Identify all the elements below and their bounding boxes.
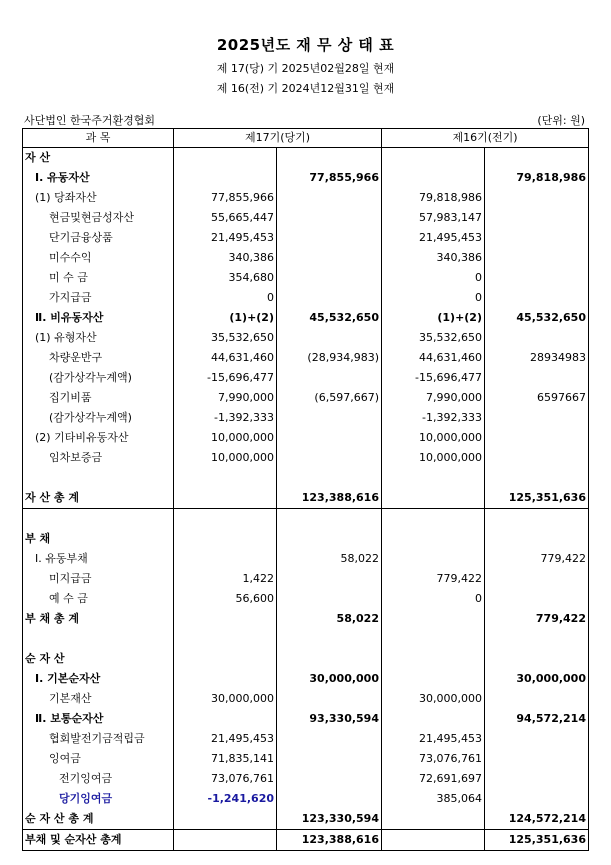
row-label: 자 산 (23, 148, 174, 169)
amount-cell (174, 168, 277, 188)
amount-cell: 77,855,966 (277, 168, 382, 188)
column-header-item: 과 목 (23, 129, 174, 148)
amount-cell: -1,241,620 (174, 789, 277, 809)
amount-cell: (28,934,983) (277, 348, 382, 368)
table-row (23, 248, 589, 268)
table-row (23, 729, 589, 749)
table-row (23, 408, 589, 428)
table-row (23, 809, 589, 830)
row-label: 미지급금 (23, 569, 174, 589)
row-label: 부 채 총 계 (23, 609, 174, 629)
amount-cell (485, 769, 589, 789)
amount-cell: 21,495,453 (382, 729, 485, 749)
amount-cell (174, 609, 277, 629)
amount-cell (277, 589, 382, 609)
row-label: Ⅰ. 기본순자산 (23, 669, 174, 689)
row-label: (1) 당좌자산 (23, 188, 174, 208)
amount-cell: 35,532,650 (382, 328, 485, 348)
amount-cell (277, 208, 382, 228)
table-row (23, 830, 589, 851)
amount-cell (277, 629, 382, 649)
row-label: Ⅰ. 유동부채 (23, 549, 174, 569)
table-row (23, 649, 589, 669)
amount-cell (277, 248, 382, 268)
amount-cell (277, 448, 382, 468)
amount-cell: 28934983 (485, 348, 589, 368)
amount-cell: 1,422 (174, 569, 277, 589)
table-row (23, 368, 589, 388)
amount-cell: 72,691,697 (382, 769, 485, 789)
amount-cell (485, 729, 589, 749)
amount-cell (485, 248, 589, 268)
organization-name: 사단법인 한국주거환경협회 (24, 114, 156, 127)
amount-cell: 21,495,453 (382, 228, 485, 248)
amount-cell (485, 228, 589, 248)
table-row (23, 148, 589, 169)
amount-cell (174, 830, 277, 851)
table-row (23, 388, 589, 408)
amount-cell (485, 649, 589, 669)
amount-cell (174, 529, 277, 549)
table-row (23, 228, 589, 248)
amount-cell (485, 408, 589, 428)
amount-cell: 57,983,147 (382, 208, 485, 228)
amount-cell (277, 509, 382, 530)
amount-cell: 10,000,000 (174, 448, 277, 468)
row-label: Ⅱ. 비유동자산 (23, 308, 174, 328)
period-current: 제 17(당) 기 2025년02월28일 현재 (216, 62, 395, 75)
row-label: 자 산 총 계 (23, 488, 174, 509)
amount-cell (485, 448, 589, 468)
amount-cell (174, 809, 277, 830)
table-header-row (23, 129, 589, 148)
amount-cell: (1)+(2) (382, 308, 485, 328)
amount-cell: 10,000,000 (382, 428, 485, 448)
table-row (23, 268, 589, 288)
amount-cell (485, 188, 589, 208)
row-label: 부채 및 순자산 총계 (23, 830, 174, 851)
amount-cell: (6,597,667) (277, 388, 382, 408)
amount-cell (277, 428, 382, 448)
amount-cell (485, 629, 589, 649)
amount-cell (382, 468, 485, 488)
amount-cell: 0 (382, 268, 485, 288)
row-label: 미 수 금 (23, 268, 174, 288)
amount-cell (485, 509, 589, 530)
amount-cell: 385,064 (382, 789, 485, 809)
amount-cell: 0 (174, 288, 277, 308)
row-label: (1) 유형자산 (23, 328, 174, 348)
amount-cell: 10,000,000 (174, 428, 277, 448)
amount-cell: 7,990,000 (382, 388, 485, 408)
amount-cell (485, 749, 589, 769)
amount-cell (277, 729, 382, 749)
amount-cell: 123,330,594 (277, 809, 382, 830)
amount-cell (277, 408, 382, 428)
table-row (23, 569, 589, 589)
amount-cell (382, 168, 485, 188)
amount-cell (382, 609, 485, 629)
row-label (23, 509, 174, 530)
amount-cell (382, 629, 485, 649)
amount-cell (382, 488, 485, 509)
amount-cell (277, 569, 382, 589)
amount-cell: 45,532,650 (277, 308, 382, 328)
amount-cell (485, 529, 589, 549)
column-header-current: 제17기(당기) (174, 129, 382, 148)
row-label: 부 채 (23, 529, 174, 549)
amount-cell: 0 (382, 288, 485, 308)
table-row (23, 709, 589, 729)
amount-cell: 44,631,460 (174, 348, 277, 368)
amount-cell: 21,495,453 (174, 729, 277, 749)
amount-cell (485, 328, 589, 348)
amount-cell: 44,631,460 (382, 348, 485, 368)
amount-cell: -15,696,477 (174, 368, 277, 388)
amount-cell (485, 428, 589, 448)
row-label: 임차보증금 (23, 448, 174, 468)
row-label (23, 468, 174, 488)
amount-cell: 58,022 (277, 549, 382, 569)
row-label: 기본재산 (23, 689, 174, 709)
amount-cell (382, 709, 485, 729)
amount-cell: 55,665,447 (174, 208, 277, 228)
amount-cell: 79,818,986 (382, 188, 485, 208)
amount-cell (382, 649, 485, 669)
amount-cell: 79,818,986 (485, 168, 589, 188)
amount-cell: 124,572,214 (485, 809, 589, 830)
table-row (23, 488, 589, 509)
amount-cell: -1,392,333 (382, 408, 485, 428)
amount-cell (277, 328, 382, 348)
amount-cell (277, 468, 382, 488)
row-label: 당기잉여금 (23, 789, 174, 809)
amount-cell (174, 549, 277, 569)
amount-cell: 73,076,761 (382, 749, 485, 769)
amount-cell: 94,572,214 (485, 709, 589, 729)
table-row (23, 188, 589, 208)
amount-cell (277, 228, 382, 248)
table-row (23, 609, 589, 629)
amount-cell: 21,495,453 (174, 228, 277, 248)
row-label: 협회발전기금적립금 (23, 729, 174, 749)
amount-cell: 35,532,650 (174, 328, 277, 348)
amount-cell: 0 (382, 589, 485, 609)
row-label: 잉여금 (23, 749, 174, 769)
amount-cell (485, 569, 589, 589)
amount-cell: 93,330,594 (277, 709, 382, 729)
amount-cell (277, 288, 382, 308)
amount-cell (174, 148, 277, 169)
amount-cell (174, 629, 277, 649)
amount-cell: 45,532,650 (485, 308, 589, 328)
amount-cell: 340,386 (174, 248, 277, 268)
table-row (23, 789, 589, 809)
amount-cell: 779,422 (382, 569, 485, 589)
amount-cell (174, 509, 277, 530)
table-row (23, 669, 589, 689)
amount-cell: 123,388,616 (277, 488, 382, 509)
amount-cell (485, 589, 589, 609)
amount-cell: -15,696,477 (382, 368, 485, 388)
amount-cell (382, 669, 485, 689)
amount-cell (382, 549, 485, 569)
amount-cell: 6597667 (485, 388, 589, 408)
row-label: 순 자 산 (23, 649, 174, 669)
amount-cell (174, 709, 277, 729)
amount-cell: 30,000,000 (277, 669, 382, 689)
amount-cell (277, 689, 382, 709)
table-row (23, 589, 589, 609)
page-title: 2025년도 재 무 상 태 표 (216, 36, 395, 54)
table-row (23, 168, 589, 188)
amount-cell: 7,990,000 (174, 388, 277, 408)
table-row (23, 689, 589, 709)
amount-cell (485, 468, 589, 488)
table-row (23, 348, 589, 368)
period-prior: 제 16(전) 기 2024년12월31일 현재 (216, 82, 395, 95)
balance-sheet-table (22, 128, 589, 851)
amount-cell (277, 789, 382, 809)
table-row (23, 549, 589, 569)
row-label: 현금및현금성자산 (23, 208, 174, 228)
row-label: Ⅱ. 보통순자산 (23, 709, 174, 729)
amount-cell (277, 148, 382, 169)
amount-cell: 779,422 (485, 609, 589, 629)
unit-label: (단위: 원) (537, 114, 585, 127)
row-label: Ⅰ. 유동자산 (23, 168, 174, 188)
amount-cell (277, 268, 382, 288)
amount-cell (485, 789, 589, 809)
amount-cell (485, 268, 589, 288)
row-label: 차량운반구 (23, 348, 174, 368)
amount-cell (174, 649, 277, 669)
row-label: 전기잉여금 (23, 769, 174, 789)
table-row (23, 308, 589, 328)
amount-cell: 125,351,636 (485, 488, 589, 509)
table-row (23, 749, 589, 769)
amount-cell (382, 529, 485, 549)
amount-cell (382, 148, 485, 169)
row-label: 가지급금 (23, 288, 174, 308)
row-label: 단기금융상품 (23, 228, 174, 248)
amount-cell (277, 769, 382, 789)
table-row (23, 509, 589, 530)
amount-cell: 56,600 (174, 589, 277, 609)
amount-cell (174, 488, 277, 509)
amount-cell: 779,422 (485, 549, 589, 569)
amount-cell: 123,388,616 (277, 830, 382, 851)
amount-cell: 30,000,000 (174, 689, 277, 709)
amount-cell (277, 368, 382, 388)
table-row (23, 769, 589, 789)
amount-cell: 73,076,761 (174, 769, 277, 789)
row-label: 미수수익 (23, 248, 174, 268)
amount-cell (277, 649, 382, 669)
amount-cell: 58,022 (277, 609, 382, 629)
table-row (23, 448, 589, 468)
table-row (23, 629, 589, 649)
amount-cell: 10,000,000 (382, 448, 485, 468)
table-row (23, 428, 589, 448)
amount-cell: 125,351,636 (485, 830, 589, 851)
row-label: (감가상각누계액) (23, 368, 174, 388)
amount-cell (277, 188, 382, 208)
amount-cell (382, 809, 485, 830)
column-header-prior: 제16기(전기) (382, 129, 589, 148)
amount-cell: 30,000,000 (485, 669, 589, 689)
table-row (23, 468, 589, 488)
amount-cell (382, 830, 485, 851)
table-row (23, 288, 589, 308)
table-body (23, 148, 589, 851)
table-row (23, 529, 589, 549)
amount-cell (485, 288, 589, 308)
amount-cell (485, 208, 589, 228)
amount-cell (174, 669, 277, 689)
amount-cell (485, 689, 589, 709)
amount-cell (485, 148, 589, 169)
amount-cell: 77,855,966 (174, 188, 277, 208)
row-label (23, 629, 174, 649)
amount-cell: 354,680 (174, 268, 277, 288)
amount-cell: 71,835,141 (174, 749, 277, 769)
row-label: 예 수 금 (23, 589, 174, 609)
row-label: 집기비품 (23, 388, 174, 408)
amount-cell (485, 368, 589, 388)
amount-cell: 30,000,000 (382, 689, 485, 709)
amount-cell: -1,392,333 (174, 408, 277, 428)
amount-cell: (1)+(2) (174, 308, 277, 328)
amount-cell (174, 468, 277, 488)
amount-cell (277, 749, 382, 769)
amount-cell (277, 529, 382, 549)
row-label: (2) 기타비유동자산 (23, 428, 174, 448)
table-row (23, 208, 589, 228)
amount-cell: 340,386 (382, 248, 485, 268)
amount-cell (382, 509, 485, 530)
table-row (23, 328, 589, 348)
row-label: (감가상각누계액) (23, 408, 174, 428)
row-label: 순 자 산 총 계 (23, 809, 174, 830)
